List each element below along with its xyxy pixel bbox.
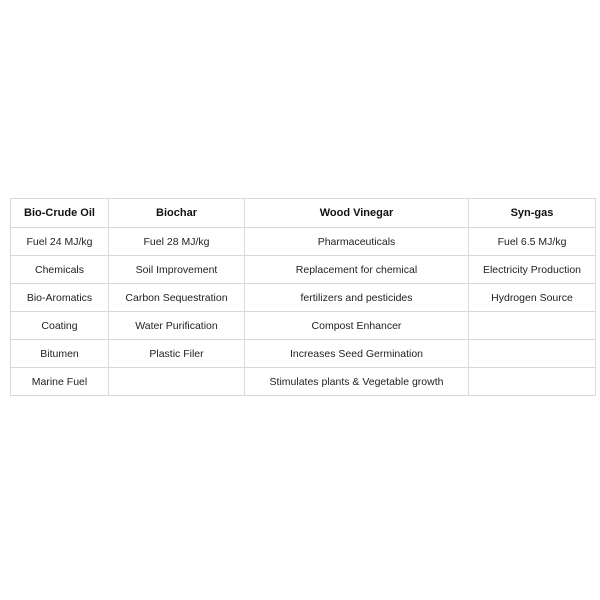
table-cell: Compost Enhancer xyxy=(245,312,469,340)
header-biochar: Biochar xyxy=(109,199,245,228)
table-cell: Chemicals xyxy=(11,256,109,284)
table-cell: Increases Seed Germination xyxy=(245,340,469,368)
table-row xyxy=(11,368,596,396)
table-cell: Carbon Sequestration xyxy=(109,284,245,312)
table-cell: Pharmaceuticals xyxy=(245,228,469,256)
table-cell xyxy=(469,312,596,340)
table-cell: Bitumen xyxy=(11,340,109,368)
table-body xyxy=(11,228,596,396)
header-wood-vinegar: Wood Vinegar xyxy=(245,199,469,228)
header-syn-gas: Syn-gas xyxy=(469,199,596,228)
header-row xyxy=(11,199,596,228)
table-cell: Fuel 28 MJ/kg xyxy=(109,228,245,256)
table-cell: Coating xyxy=(11,312,109,340)
table-cell: Replacement for chemical xyxy=(245,256,469,284)
table-cell xyxy=(469,368,596,396)
table-cell: Plastic Filer xyxy=(109,340,245,368)
table-cell: Marine Fuel xyxy=(11,368,109,396)
header-bio-crude-oil: Bio-Crude Oil xyxy=(11,199,109,228)
products-table-container xyxy=(10,198,595,396)
table-cell: Electricity Production xyxy=(469,256,596,284)
table-row xyxy=(11,228,596,256)
table-cell xyxy=(109,368,245,396)
table-cell: Soil Improvement xyxy=(109,256,245,284)
table-header xyxy=(11,199,596,228)
table-cell: Fuel 6.5 MJ/kg xyxy=(469,228,596,256)
table-row xyxy=(11,340,596,368)
table-cell: fertilizers and pesticides xyxy=(245,284,469,312)
table-row xyxy=(11,312,596,340)
table-row xyxy=(11,284,596,312)
table-row xyxy=(11,256,596,284)
table-cell: Stimulates plants & Vegetable growth xyxy=(245,368,469,396)
table-cell: Bio-Aromatics xyxy=(11,284,109,312)
table-cell: Fuel 24 MJ/kg xyxy=(11,228,109,256)
table-cell: Water Purification xyxy=(109,312,245,340)
products-table xyxy=(10,198,596,396)
table-cell xyxy=(469,340,596,368)
table-cell: Hydrogen Source xyxy=(469,284,596,312)
